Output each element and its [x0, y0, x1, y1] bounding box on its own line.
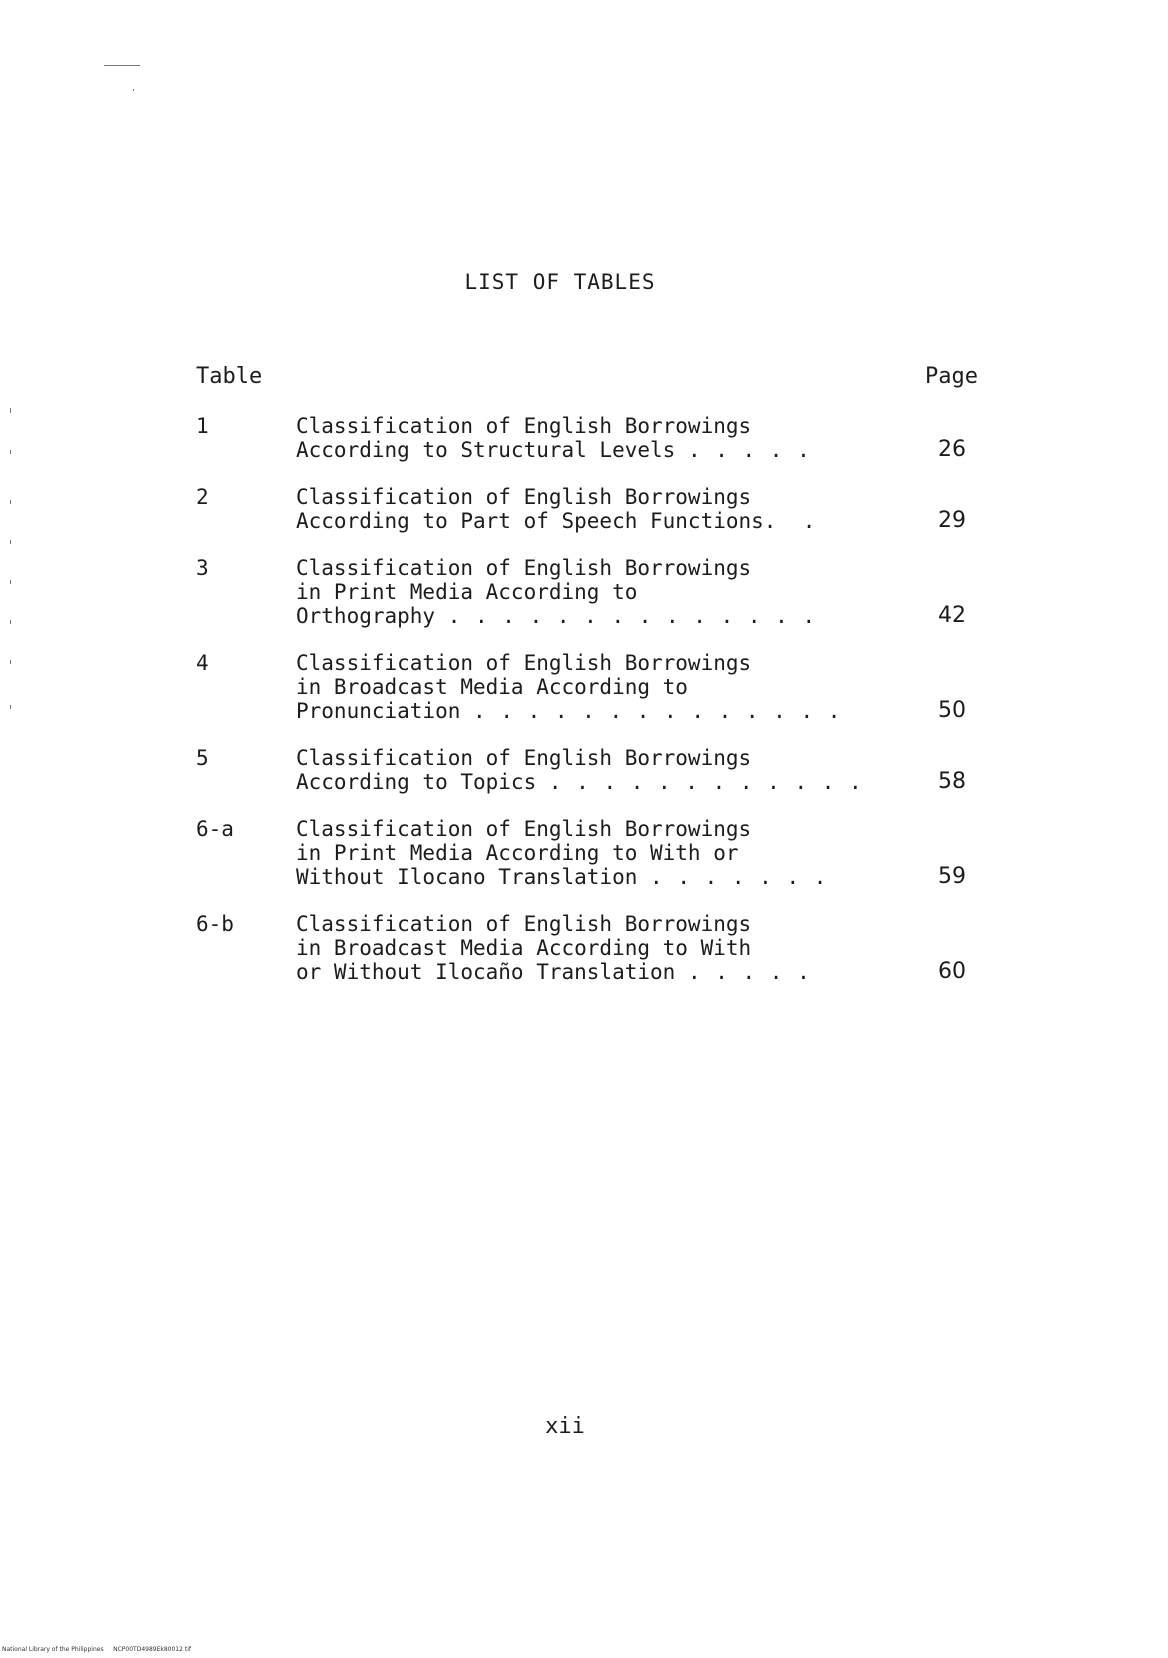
table-page-number: 29 [938, 508, 966, 533]
table-caption [296, 414, 896, 462]
caption-line-text: in Print Media According to [296, 580, 638, 604]
caption-line-text: Classification of English Borrowings [296, 912, 752, 936]
table-page-number: 50 [938, 698, 966, 723]
scan-speck [10, 540, 11, 544]
caption-line [296, 817, 896, 841]
caption-line [296, 675, 896, 699]
table-number: 6-b [196, 912, 234, 936]
table-caption [296, 651, 896, 723]
caption-line-text: Pronunciation [296, 699, 461, 723]
table-caption [296, 556, 896, 628]
table-caption [296, 912, 896, 984]
table-entry [196, 817, 996, 889]
scan-speck [10, 500, 11, 504]
page-number: xii [545, 1414, 585, 1439]
caption-line [296, 604, 896, 628]
table-page-number: 26 [938, 437, 966, 462]
caption-line [296, 746, 896, 770]
table-number: 2 [196, 485, 209, 509]
table-number: 5 [196, 746, 209, 770]
caption-line [296, 936, 896, 960]
scan-speck [10, 620, 11, 624]
scan-speck [10, 408, 11, 413]
table-caption [296, 746, 896, 794]
caption-line [296, 865, 896, 889]
table-page-number: 58 [938, 769, 966, 794]
caption-line [296, 509, 896, 533]
caption-line-text: in Broadcast Media According to [296, 675, 688, 699]
caption-line [296, 770, 896, 794]
caption-line-text: Orthography [296, 604, 436, 628]
caption-line-text: Classification of English Borrowings [296, 485, 752, 509]
caption-line-text: Classification of English Borrowings [296, 556, 752, 580]
table-page-number: 60 [938, 959, 966, 984]
scan-speck [10, 450, 11, 454]
caption-line [296, 912, 896, 936]
caption-line-text: or Without Ilocaño Translation [296, 960, 676, 984]
page-column-heading: Page [925, 364, 978, 389]
caption-line-text: Classification of English Borrowings [296, 817, 752, 841]
caption-line [296, 960, 896, 984]
table-number: 1 [196, 414, 209, 438]
caption-line [296, 556, 896, 580]
caption-line [296, 438, 896, 462]
caption-line [296, 580, 896, 604]
scan-speck [133, 89, 134, 91]
table-page-number: 59 [938, 864, 966, 889]
caption-line [296, 485, 896, 509]
table-of-contents-list [196, 414, 996, 984]
caption-line-text: in Broadcast Media According to With [296, 936, 752, 960]
table-number: 3 [196, 556, 209, 580]
table-number: 6-a [196, 817, 234, 841]
caption-line-text: According to Part of Speech Functions. [296, 509, 777, 533]
table-caption [296, 817, 896, 889]
dot-leader: . . . . . . . [650, 865, 828, 889]
table-entry [196, 912, 996, 984]
scan-speck [104, 65, 140, 66]
dot-leader: . . . . . . . . . . . . . . [473, 699, 842, 723]
table-entry [196, 651, 996, 723]
caption-line-text: Classification of English Borrowings [296, 651, 752, 675]
dot-leader: . . . . . . . . . . . . . . [447, 604, 817, 628]
scan-speck [10, 705, 11, 709]
dot-leader: . [789, 509, 817, 533]
caption-line [296, 414, 896, 438]
caption-line-text: in Print Media According to With or [296, 841, 739, 865]
table-number: 4 [196, 651, 209, 675]
table-entry [196, 556, 996, 628]
dot-leader: . . . . . . . . . . . . [548, 770, 863, 794]
scan-speck [10, 660, 11, 664]
caption-line [296, 699, 896, 723]
table-page-number: 42 [938, 603, 966, 628]
table-column-heading: Table [196, 364, 263, 389]
page-title: LIST OF TABLES [464, 270, 656, 294]
caption-line-text: Without Ilocano Translation [296, 865, 638, 889]
dot-leader: . . . . . [687, 438, 811, 462]
table-entry [196, 746, 996, 794]
caption-line-text: According to Structural Levels [296, 438, 676, 462]
caption-line [296, 651, 896, 675]
table-entry [196, 414, 996, 462]
caption-line-text: Classification of English Borrowings [296, 746, 752, 770]
table-entry [196, 485, 996, 533]
scan-footer-stamp: National Library of the Philippines NCP00TD4989Ek80012 tif [2, 1646, 191, 1653]
caption-line-text: According to Topics [296, 770, 537, 794]
caption-line-text: Classification of English Borrowings [296, 414, 752, 438]
caption-line [296, 841, 896, 865]
dot-leader: . . . . . [687, 960, 811, 984]
table-caption [296, 485, 896, 533]
scan-speck [10, 580, 11, 584]
